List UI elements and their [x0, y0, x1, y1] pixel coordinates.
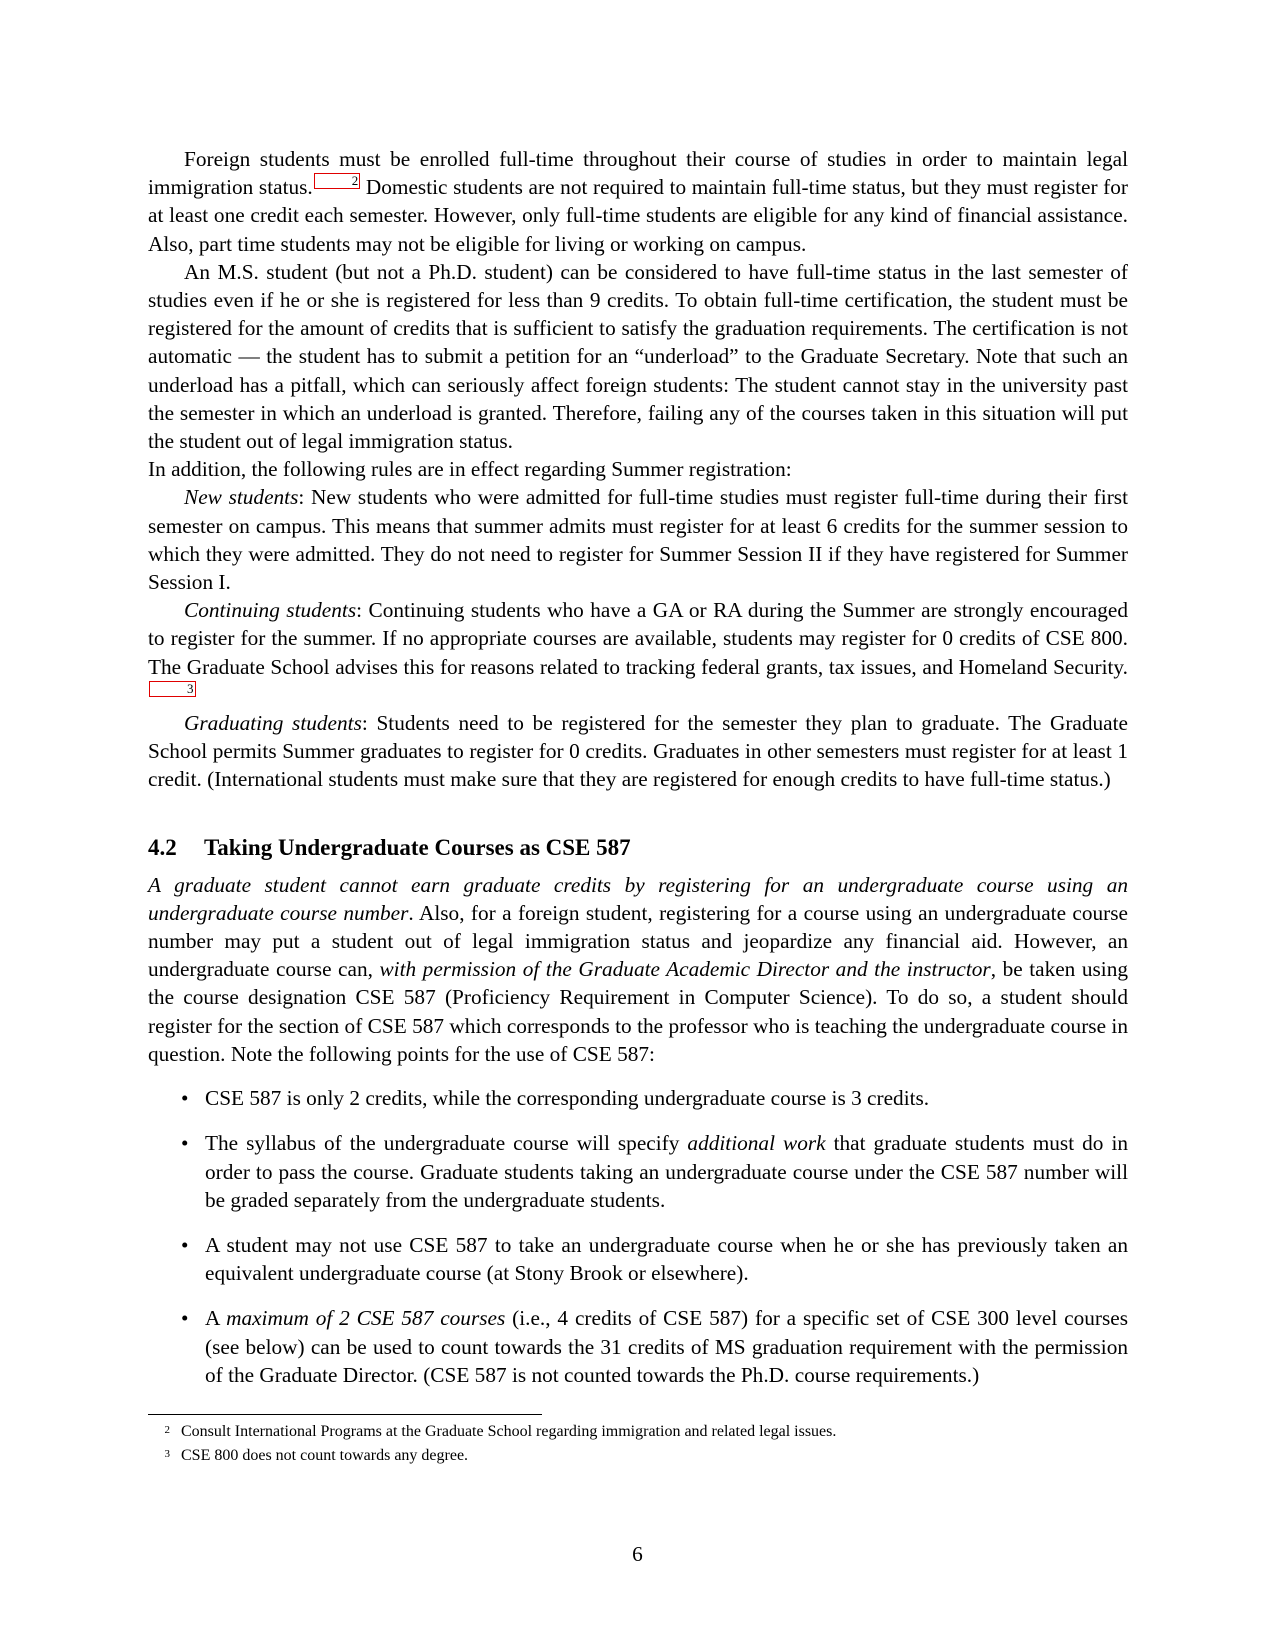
bullet-text: CSE 587 is only 2 credits, while the corresponding undergraduate course is 3 credits. — [205, 1086, 930, 1111]
bullet-emphasis: maximum of 2 CSE 587 courses — [226, 1306, 506, 1331]
bullet-text: (i.e., 4 credits of CSE 587) for a specific set of CSE 300 level courses (see below) can be used to count towards the 31 credits of MS graduation requirement with the permission of the Graduate Director. (CSE 587 is not counted towards the Ph.D. course requirements.) — [205, 1306, 1129, 1387]
section-number: 4.2 — [148, 834, 177, 860]
paragraph-text: : New students who were admitted for full-time studies must register full-time during their first semester on campus. This means that summer admits must register for at least 6 credits for the summer session to which they were admitted. They do not need to register for Summer Session II if they have registered for Summer Session I. — [148, 485, 1128, 595]
intro-italic-2: with permission of the Graduate Academic Director and the instructor — [379, 957, 991, 982]
page-number: 6 — [632, 1542, 643, 1566]
bullet-item — [148, 1084, 1128, 1112]
paragraph-graduating-students — [148, 709, 1128, 794]
page-body — [148, 145, 1128, 1389]
bullet-text: A — [205, 1306, 227, 1331]
intro-italic-1: A graduate student cannot earn graduate credits by registering for an undergraduate course using an undergraduate course number — [148, 872, 1128, 925]
bullet-text: that graduate students must do in order to pass the course. Graduate students taking an undergraduate course under the CSE 587 number will be graded separately from the undergraduate students. — [205, 1131, 1129, 1212]
section-intro — [148, 871, 1128, 1068]
bullet-icon: • — [181, 1131, 189, 1156]
paragraph-foreign-students — [148, 145, 1128, 258]
bullet-item — [148, 1231, 1128, 1287]
label-new-students: New students — [184, 485, 299, 510]
footnote-text: Consult International Programs at the Graduate School regarding immigration and related legal issues. — [181, 1423, 837, 1440]
label-graduating-students: Graduating students — [184, 711, 362, 736]
paragraph-continuing-students — [148, 596, 1128, 709]
footnote-rule — [148, 1414, 542, 1415]
footnote-text: CSE 800 does not count towards any degree. — [181, 1447, 469, 1464]
bullet-item — [148, 1304, 1128, 1389]
bullet-item — [148, 1129, 1128, 1214]
footnote-link-2[interactable]: 2 — [314, 173, 361, 189]
section-title: Taking Undergraduate Courses as CSE 587 — [204, 834, 631, 860]
paragraph-text: : Students need to be registered for the semester they plan to graduate. The Graduate School permits Summer graduates to register for 0 credits. Graduates in other semesters must register for at least 1 credit. (International students must make sure that they are registered for enough credits to have full-time status.) — [148, 711, 1128, 792]
label-continuing-students: Continuing students — [184, 598, 357, 623]
footnote-3 — [148, 1444, 1128, 1468]
paragraph-new-students — [148, 483, 1128, 596]
footnote-mark: 3 — [164, 1448, 170, 1460]
paragraph-text: : Continuing students who have a GA or RA during the Summer are strongly encouraged to register for the summer. If no appropriate courses are available, students may register for 0 credits of CSE 800. The Graduate School advises this for reasons related to tracking federal grants, tax issues, and Homeland Security. — [148, 598, 1128, 679]
section-heading — [148, 834, 1128, 862]
paragraph-text: Domestic students are not required to maintain full-time status, but they must register for at least one credit each semester. However, only full-time students are eligible for any kind of financial assistance. Also, part time students may not be eligible for living or working on campus. — [148, 175, 1128, 256]
paragraph-text: Foreign students must be enrolled full-time throughout their course of studies in order to maintain legal immigration status. — [148, 147, 1128, 200]
bullet-icon: • — [181, 1232, 189, 1257]
bullet-list — [148, 1084, 1128, 1389]
footnote-mark: 2 — [164, 1424, 170, 1436]
footnotes — [148, 1420, 1128, 1468]
bullet-icon: • — [181, 1306, 189, 1331]
intro-text-1: . Also, for a foreign student, registering for a course using an undergraduate course number may put a student out of legal immigration status and jeopardize any financial aid. However, an undergraduate course can, — [148, 900, 1128, 982]
footnote-2 — [148, 1420, 1128, 1444]
bullet-emphasis: additional work — [687, 1131, 826, 1156]
bullet-text: The syllabus of the undergraduate course will specify — [205, 1131, 688, 1156]
intro-text-2: , be taken using the course designation CSE 587 (Proficiency Requirement in Computer Science). To do so, a student should register for the section of CSE 587 which corresponds to the professor who is teaching the undergraduate course in question. Note the following points for the use of CSE 587: — [148, 957, 1128, 1066]
bullet-text: A student may not use CSE 587 to take an undergraduate course when he or she has previously taken an equivalent undergraduate course (at Stony Brook or elsewhere). — [205, 1232, 1128, 1286]
paragraph-ms-fulltime: An M.S. student (but not a Ph.D. student) can be considered to have full-time status in the last semester of studies even if he or she is registered for less than 9 credits. To obtain full-time certification, the student must be registered for the amount of credits that is sufficient to satisfy the graduation requirements. The certification is not automatic — the student has to submit a petition for an “underload” to the Graduate Secretary. Note that such an underload has a pitfall, which can seriously affect foreign students: The student cannot stay in the university past the semester in which an underload is granted. Therefore, failing any of the courses taken in this situation will put the student out of legal immigration status. — [148, 259, 1128, 454]
footnote-link-3[interactable]: 3 — [149, 681, 196, 697]
paragraph-summer-intro: In addition, the following rules are in effect regarding Summer registration: — [148, 457, 792, 482]
bullet-icon: • — [181, 1086, 189, 1111]
